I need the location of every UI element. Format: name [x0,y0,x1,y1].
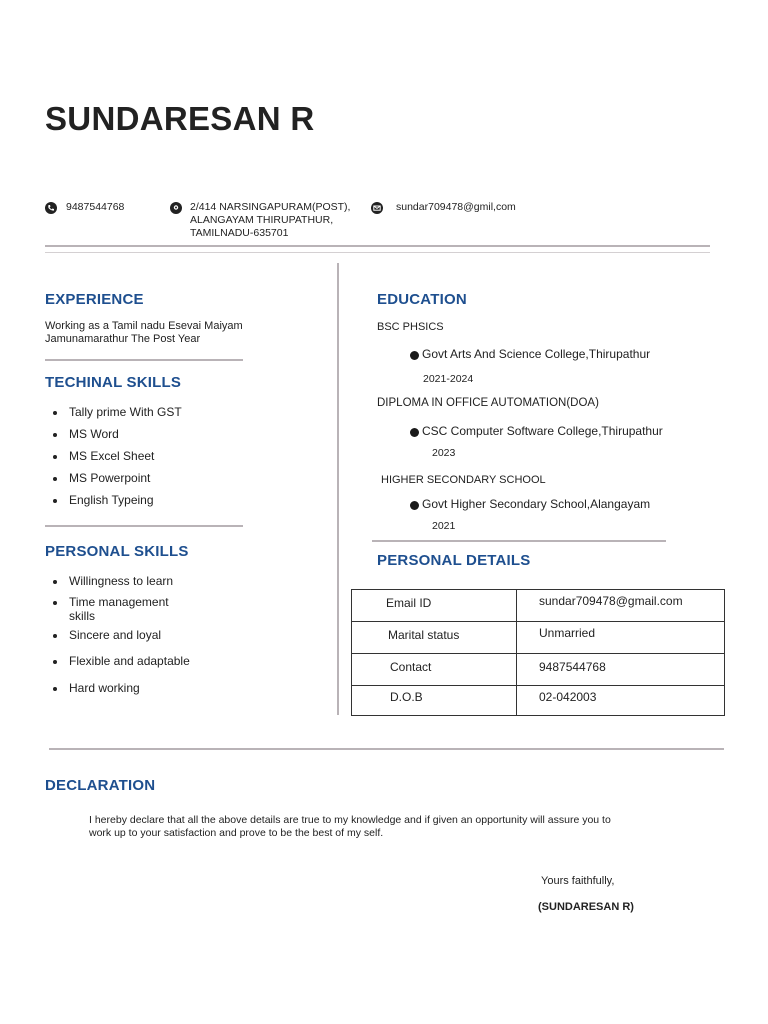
table-cell-value: 02-042003 [517,686,725,716]
education-degree-1: BSC PHSICS [377,321,444,333]
declaration-heading: DECLARATION [45,777,156,794]
address-line-1: 2/414 NARSINGAPURAM(POST), [190,201,351,213]
personal-skills-heading: PERSONAL SKILLS [45,543,189,560]
address-line-3: TAMILNADU-635701 [190,227,289,239]
education-heading: EDUCATION [377,291,467,308]
table-cell-label: Marital status [352,622,517,654]
declaration-text [89,814,729,840]
contact-phone: 9487544768 [66,201,125,213]
experience-line-1: Working as a Tamil nadu Esevai Maiyam [45,320,243,332]
table-cell-label: D.O.B [352,686,517,716]
list-item: Sincere and loyal [45,628,305,642]
header-divider [45,245,710,247]
list-item: Time management [45,595,305,609]
location-pin-icon [170,202,182,214]
table-cell-value: sundar709478@gmail.com [517,590,725,622]
personal-skills-list [45,574,305,695]
experience-divider [45,359,243,361]
technical-skills-divider [45,525,243,527]
candidate-name: SUNDARESAN R [45,100,315,137]
list-item: MS Excel Sheet [45,449,305,463]
phone-icon [45,202,57,214]
bullet-icon [410,428,419,437]
bullet-icon [410,501,419,510]
table-cell-value: 9487544768 [517,654,725,686]
personal-details-table [351,589,725,716]
education-institution-1: Govt Arts And Science College,Thirupathur [422,347,651,361]
education-years-3: 2021 [432,520,456,532]
list-item: Willingness to learn [45,574,305,588]
declaration-divider [49,748,724,750]
education-degree-3: HIGHER SECONDARY SCHOOL [381,474,546,486]
education-years-1: 2021-2024 [423,373,474,385]
technical-skills-list [45,405,305,507]
bullet-icon [410,351,419,360]
contact-address [190,201,350,240]
education-institution-2: CSC Computer Software College,Thirupathur [422,424,663,438]
list-item: Hard working [45,681,305,695]
table-row [352,654,725,686]
address-line-2: ALANGAYAM THIRUPATHUR, [190,214,334,226]
experience-line-2: Jamunamarathur The Post Year [45,333,201,345]
table-row [352,686,725,716]
table-row [352,590,725,622]
contact-email: sundar709478@gmil,com [396,201,516,213]
experience-text [45,320,243,346]
declaration-line-1: I hereby declare that all the above details are true to my knowledge and if given an opportunity will assure you to [89,814,611,826]
table-row [352,622,725,654]
closing-text: Yours faithfully, [541,875,615,887]
email-icon [371,202,383,214]
list-item-continuation [45,609,305,623]
table-cell-label: Contact [352,654,517,686]
list-item: English Typeing [45,493,305,507]
personal-details-heading: PERSONAL DETAILS [377,552,531,569]
list-item: Tally prime With GST [45,405,305,419]
list-item: MS Word [45,427,305,441]
list-item: Flexible and adaptable [45,654,305,668]
list-item: MS Powerpoint [45,471,305,485]
signature-name: (SUNDARESAN R) [538,901,634,913]
header-divider-thin [45,252,710,253]
experience-heading: EXPERIENCE [45,291,144,308]
technical-skills-heading: TECHINAL SKILLS [45,374,182,391]
education-years-2: 2023 [432,447,456,459]
education-divider [372,540,666,542]
education-institution-3: Govt Higher Secondary School,Alangayam [422,497,651,511]
education-degree-2: DIPLOMA IN OFFICE AUTOMATION(DOA) [377,397,599,409]
column-divider [337,263,339,715]
table-cell-value: Unmarried [517,622,725,654]
table-cell-label: Email ID [352,590,517,622]
declaration-line-2: work up to your satisfaction and prove to be the best of my self. [89,827,384,839]
list-item-continuation-text: skills [69,609,95,623]
